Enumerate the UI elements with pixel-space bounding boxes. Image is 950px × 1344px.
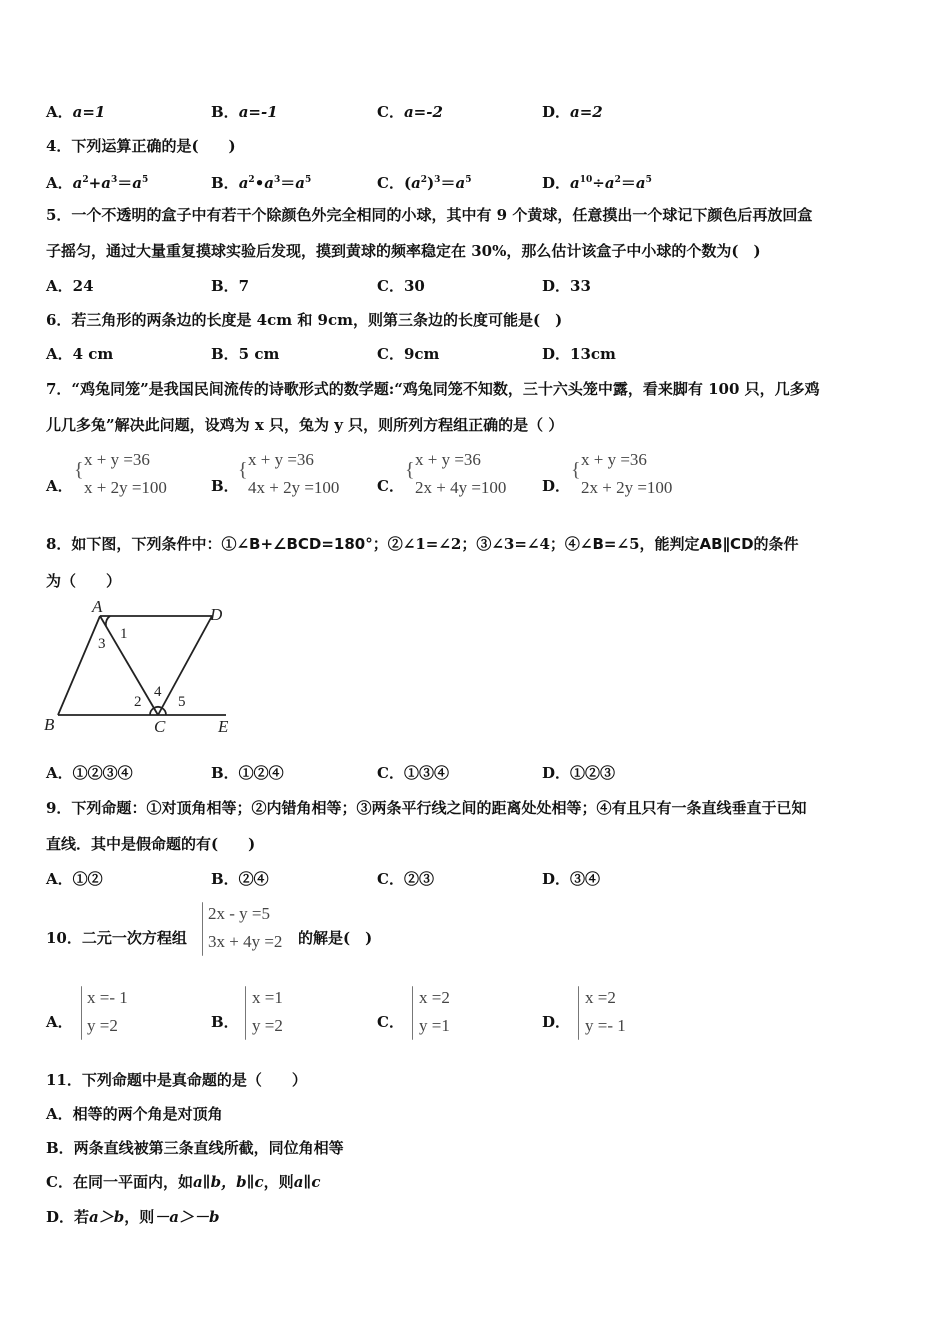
- q9-option-c: C．②③: [377, 870, 434, 888]
- q4-option-c: C．$(a^2)^3=a^5$: [377, 174, 472, 192]
- q10-option-a-label: A．: [46, 1013, 73, 1031]
- q7-option-d-system: { x + y =36 2x + 2y =100: [571, 446, 672, 502]
- q4-option-d: D．$a^{10}\div a^2=a^5$: [542, 174, 652, 192]
- q10-option-c-label: C．: [377, 1013, 404, 1031]
- q9-option-b: B．②④: [211, 870, 269, 888]
- q10-option-b-system: [252, 984, 283, 1040]
- q3-option-b: B．a=-1: [211, 103, 278, 121]
- q9-option-d: D．③④: [542, 870, 601, 888]
- q8-option-a: A．①②③④: [46, 764, 133, 782]
- q3-option-c: C．a=-2: [377, 103, 443, 121]
- q10-option-c-system: [419, 984, 450, 1040]
- equation: y =2: [252, 1016, 283, 1035]
- q11-option-b: B．两条直线被第三条直线所截，同位角相等: [46, 1139, 344, 1157]
- q11-option-d: D．若a＞b，则－a＞－b: [46, 1208, 220, 1226]
- equation: x =1: [252, 988, 283, 1007]
- q7-option-b-system: { x + y =36 4x + 2y =100: [238, 446, 339, 502]
- q4-option-a: A．$a^2+a^3=a^5$: [46, 174, 149, 192]
- q5-option-b: B．7: [211, 277, 250, 295]
- q3-option-a: A．a=1: [46, 103, 106, 121]
- q11-stem: 11．下列命题中是真命题的是（ ）: [46, 1071, 307, 1089]
- label-b: B: [44, 715, 55, 734]
- angle-1-arc: [106, 616, 110, 626]
- q8-line1: 8．如下图，下列条件中：①∠B+∠BCD=180°；②∠1=∠2；③∠3=∠4；④∠B=∠5，能判定AB∥CD的条件: [46, 535, 799, 553]
- equation: 2x + 4y =100: [415, 478, 507, 497]
- q10-suffix: 的解是( ): [298, 929, 373, 947]
- brace: [578, 986, 579, 1040]
- q4-option-b: B．$a^2•a^3=a^5$: [211, 174, 312, 192]
- label-c: C: [154, 717, 166, 736]
- q5-line1: 5．一个不透明的盒子中有若干个除颜色外完全相同的小球，其中有 9 个黄球，任意摸出一个球记下颜色后再放回盒: [46, 206, 813, 224]
- label-angle-2: 2: [134, 694, 142, 710]
- label-e: E: [218, 717, 229, 736]
- q5-line2: 子摇匀，通过大量重复摸球实验后发现，摸到黄球的频率稳定在 30%，那么估计该盒子中小球的个数为( ): [46, 242, 761, 260]
- q7-option-c-system: { x + y =36 2x + 4y =100: [405, 446, 506, 502]
- equation: x + 2y =100: [84, 478, 167, 497]
- q8-option-c: C．①③④: [377, 764, 449, 782]
- q11-option-a: A．相等的两个角是对顶角: [46, 1105, 223, 1123]
- q10-option-d-label: D．: [542, 1013, 571, 1031]
- q11-option-c: C．在同一平面内，如a∥b，b∥c，则a∥c: [46, 1173, 321, 1191]
- q3-option-d: D．a=2: [542, 103, 603, 121]
- equation: 2x + 2y =100: [581, 478, 673, 497]
- q10-option-b-label: B．: [211, 1013, 239, 1031]
- equation: x + y =36: [84, 450, 150, 469]
- q5-option-a: A．24: [46, 277, 94, 295]
- q10-option-d-system: [585, 984, 626, 1040]
- q4-stem: 4．下列运算正确的是( ): [46, 137, 236, 155]
- q10-option-a-system: [87, 984, 128, 1040]
- label-a: A: [92, 598, 103, 616]
- q6-option-a: A．4 cm: [46, 345, 114, 363]
- equation: x =2: [419, 988, 450, 1007]
- label-angle-1: 1: [120, 626, 128, 642]
- q8-option-b: B．①②④: [211, 764, 284, 782]
- q5-option-c: C．30: [377, 277, 425, 295]
- angle-4-arc: [154, 707, 162, 708]
- parallelogram-figure: [40, 598, 240, 744]
- q9-line2: 直线．其中是假命题的有( ): [46, 835, 256, 853]
- equation: y =2: [87, 1016, 118, 1035]
- equation: x + y =36: [248, 450, 314, 469]
- q7-option-d-label: D．: [542, 477, 571, 495]
- equation: y =- 1: [585, 1016, 626, 1035]
- equation: 2x - y =5: [208, 904, 270, 923]
- label-angle-4: 4: [154, 684, 162, 700]
- equation: y =1: [419, 1016, 450, 1035]
- q6-option-d: D．13cm: [542, 345, 616, 363]
- q8-option-d: D．①②③: [542, 764, 616, 782]
- brace: [202, 902, 203, 956]
- label-d: D: [210, 605, 223, 624]
- q7-option-c-label: C．: [377, 477, 404, 495]
- q5-option-d: D．33: [542, 277, 591, 295]
- q9-line1: 9．下列命题：①对顶角相等；②内错角相等；③两条平行线之间的距离处处相等；④有且只有一条直线垂直于已知: [46, 799, 807, 817]
- equation: x + y =36: [581, 450, 647, 469]
- q7-line2: 儿几多兔”解决此问题，设鸡为 x 只，兔为 y 只，则所列方程组正确的是（ ）: [46, 416, 564, 434]
- equation: 4x + 2y =100: [248, 478, 340, 497]
- angle-5-arc: [162, 708, 166, 715]
- label-angle-3: 3: [98, 636, 106, 652]
- q6-option-b: B．5 cm: [211, 345, 280, 363]
- equation: x + y =36: [415, 450, 481, 469]
- q7-option-b-label: B．: [211, 477, 239, 495]
- q6-option-c: C．9cm: [377, 345, 440, 363]
- brace: [245, 986, 246, 1040]
- q6-stem: 6．若三角形的两条边的长度是 4cm 和 9cm，则第三条边的长度可能是( ): [46, 311, 563, 329]
- q10-prefix: 10．二元一次方程组: [46, 929, 187, 947]
- q7-option-a-label: A．: [46, 477, 73, 495]
- q7-option-a-system: { x + y =36 x + 2y =100: [74, 446, 167, 502]
- brace: [81, 986, 82, 1040]
- brace: [412, 986, 413, 1040]
- label-angle-5: 5: [178, 694, 186, 710]
- q7-line1: 7．“鸡兔同笼”是我国民间流传的诗歌形式的数学题:“鸡兔同笼不知数，三十六头笼中露，看来脚有 100 只，几多鸡: [46, 380, 820, 398]
- angle-2-arc: [150, 708, 154, 715]
- equation: x =- 1: [87, 988, 128, 1007]
- equation: x =2: [585, 988, 616, 1007]
- line-ab: [58, 616, 100, 715]
- q10-system: [208, 900, 282, 956]
- equation: 3x + 4y =2: [208, 932, 283, 951]
- q9-option-a: A．①②: [46, 870, 103, 888]
- q8-line2: 为（ ）: [46, 572, 122, 590]
- line-ac: [100, 616, 158, 715]
